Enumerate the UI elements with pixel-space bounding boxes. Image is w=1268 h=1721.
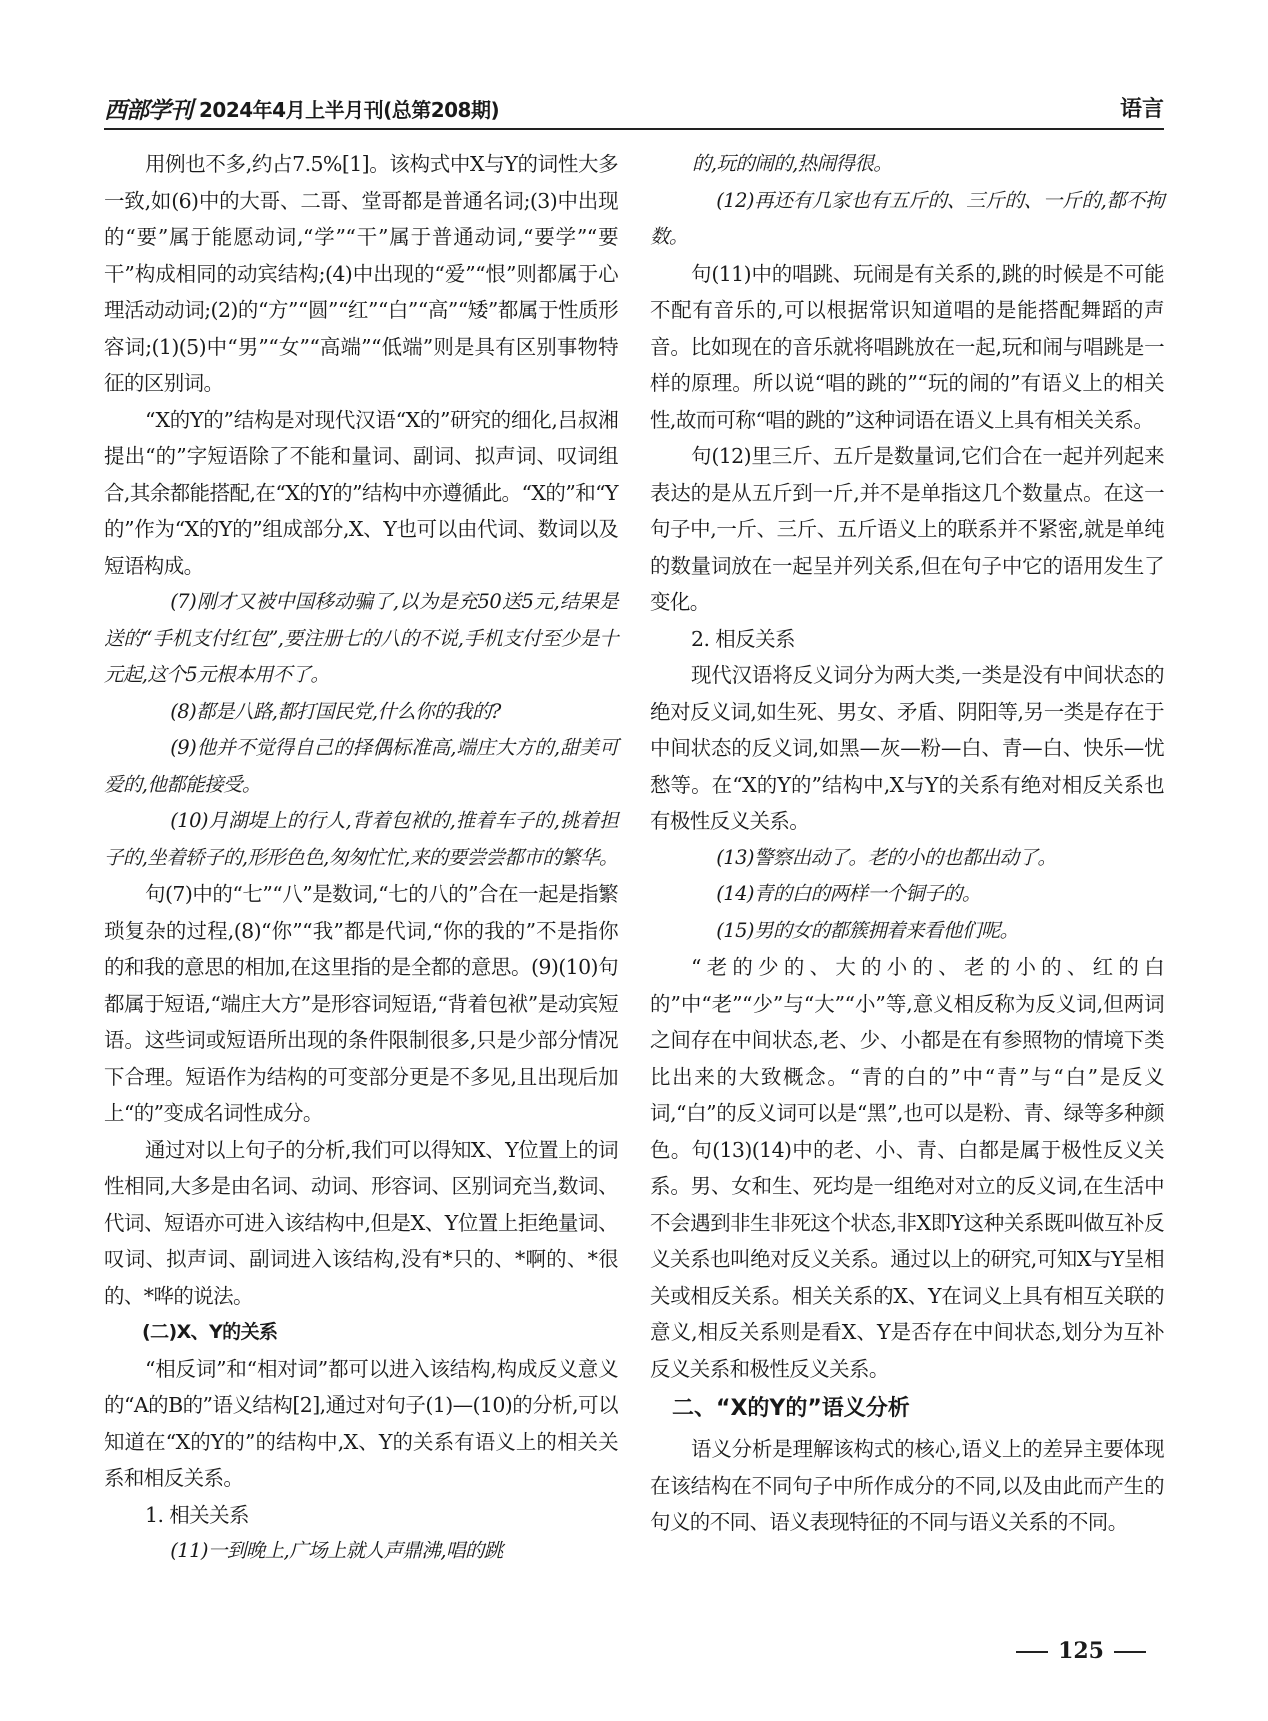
- body-paragraph: “相反词”和“相对词”都可以进入该结构,构成反义意义的“A的B的”语义结构[2],通过对句子(1)—(10)的分析,可以知道在“X的Y的”的结构中,X、Y的关系有语义上的相关关系和相反关系。: [104, 1356, 618, 1490]
- right-column: [650, 146, 1164, 1541]
- body-paragraph: “老的少的、大的小的、老的小的、红的白的”中“老”“少”与“大”“小”等,意义相反称为反义词,但两词之间存在中间状态,老、少、小都是在有参照物的情境下类比出来的大致概念。“青的白的”中“青”与“白”是反义词,“白”的反义词可以是“黑”,也可以是粉、青、绿等多种颜色。句(13)(14)中的老、小、青、白都是属于极性反义关系。男、女和生、死均是一组绝对对立的反义词,在生活中不会遇到非生非死这个状态,非X即Y这种关系既叫做互补反义关系也叫绝对反义关系。通过以上的研究,可知X与Y呈相关或相反关系。相关关系的X、Y在词义上具有相互关联的意义,相反关系则是看X、Y是否存在中间状态,划分为互补反义关系和极性反义关系。: [650, 955, 1164, 1381]
- body-paragraph: 句(12)里三斤、五斤是数量词,它们合在一起并列起来表达的是从五斤到一斤,并不是单指这几个数量点。在这一句子中,一斤、三斤、五斤语义上的联系并不紧密,就是单纯的数量词放在一起呈并列关系,但在句子中它的语用发生了变化。: [650, 444, 1164, 614]
- body-paragraph: “X的Y的”结构是对现代汉语“X的”研究的细化,吕叔湘提出“的”字短语除了不能和量词、副词、拟声词、叹词组合,其余都能搭配,在“X的Y的”结构中亦遵循此。“X的”和“Y的”作为“X的Y的”组成部分,X、Y也可以由代词、数词以及短语构成。: [104, 407, 618, 578]
- body-paragraph: 句(7)中的“七”“八”是数词,“七的八的”合在一起是指繁琐复杂的过程,(8)“你”“我”都是代词,“你的我的”不是指你的和我的意思的相加,在这里指的是全都的意思。(9)(10)句都属于短语,“端庄大方”是形容词短语,“背着包袱”是动宾短语。这些词或短语所出现的条件限制很多,只是少部分情况下合理。短语作为结构的可变部分更是不多见,且出现后加上“的”变成名词性成分。: [104, 882, 618, 1125]
- example-sentence: (10)月湖堤上的行人,背着包袱的,推着车子的,挑着担子的,坐着轿子的,形形色色,匆匆忙忙,来的要尝尝都市的繁华。: [104, 809, 618, 869]
- example-sentence: (9)他并不觉得自己的择偶标准高,端庄大方的,甜美可爱的,他都能接受。: [104, 736, 618, 796]
- subsection-heading: 1. 相关关系: [145, 1502, 249, 1527]
- example-sentence: (14)青的白的两样一个铜子的。: [716, 882, 981, 905]
- example-sentence: (15)男的女的都簇拥着来看他们呢。: [716, 918, 1019, 942]
- body-paragraph: 句(11)中的唱跳、玩闹是有关系的,跳的时候是不可能不配有音乐的,可以根据常识知道唱的是能搭配舞蹈的声音。比如现在的音乐就将唱跳放在一起,玩和闹与唱跳是一样的原理。所以说“唱的跳的”“玩的闹的”有语义上的相关性,故而可称“唱的跳的”这种词语在语义上具有相关关系。: [650, 261, 1164, 432]
- page-number-dash-right: [1114, 1651, 1146, 1653]
- example-sentence: (7)刚才又被中国移动骗了,以为是充50送5元,结果是送的“手机支付红包”,要注册七的八的不说,手机支付至少是十元起,这个5元根本用不了。: [104, 590, 618, 686]
- journal-name: 西部学刊: [104, 97, 192, 124]
- left-column: [104, 146, 618, 1570]
- issue-info: 2024年4月上半月刊(总第208期): [199, 98, 500, 122]
- example-sentence: (8)都是八路,都打国民党,什么你的我的?: [170, 699, 501, 723]
- example-sentence: (13)警察出动了。老的小的也都出动了。: [716, 845, 1057, 869]
- body-paragraph: 通过对以上句子的分析,我们可以得知X、Y位置上的词性相同,大多是由名词、动词、形容词、区别词充当,数词、代词、短语亦可进入该结构中,但是X、Y位置上拒绝量词、叹词、拟声词、副词进入该结构,没有*只的、*啊的、*很的、*哗的说法。: [104, 1137, 618, 1308]
- body-paragraph: 用例也不多,约占7.5%[1]。该构式中X与Y的词性大多一致,如(6)中的大哥、二哥、堂哥都是普通名词;(3)中出现的“要”属于能愿动词,“学”“干”属于普通动词,“要学”“要干”构成相同的动宾结构;(4)中出现的“爱”“恨”则都属于心理活动动词;(2)的“方”“圆”“红”“白”“高”“矮”都属于性质形容词;(1)(5)中“男”“女”“高端”“低端”则是具有区别事物特征的区别词。: [104, 152, 618, 395]
- running-header: [104, 88, 1164, 130]
- example-sentence: (12)再还有几家也有五斤的、三斤的、一斤的,都不拘数。: [650, 188, 1164, 248]
- body-paragraph: 语义分析是理解该构式的核心,语义上的差异主要体现在该结构在不同句子中所作成分的不同,以及由此而产生的句义的不同、语义表现特征的不同与语义关系的不同。: [650, 1437, 1164, 1534]
- page-number-value: 125: [1058, 1638, 1104, 1664]
- page-number-dash-left: [1016, 1651, 1048, 1653]
- subsection-heading: 2. 相反关系: [691, 626, 795, 651]
- section-label: 语言: [1119, 97, 1164, 122]
- section-heading: 二、“X的Y的”语义分析: [672, 1396, 910, 1421]
- page-number: [1006, 1638, 1156, 1664]
- example-sentence-continued: 的,玩的闹的,热闹得很。: [692, 152, 893, 175]
- subsection-heading: (二)X、Y的关系: [142, 1321, 278, 1343]
- body-paragraph: 现代汉语将反义词分为两大类,一类是没有中间状态的绝对反义词,如生死、男女、矛盾、阴阳等,另一类是存在于中间状态的反义词,如黑—灰—粉—白、青—白、快乐—忧愁等。在“X的Y的”结构中,X与Y的关系有绝对相反关系也有极性反义关系。: [650, 663, 1164, 833]
- example-sentence: (11)一到晚上,广场上就人声鼎沸,唱的跳: [170, 1539, 503, 1562]
